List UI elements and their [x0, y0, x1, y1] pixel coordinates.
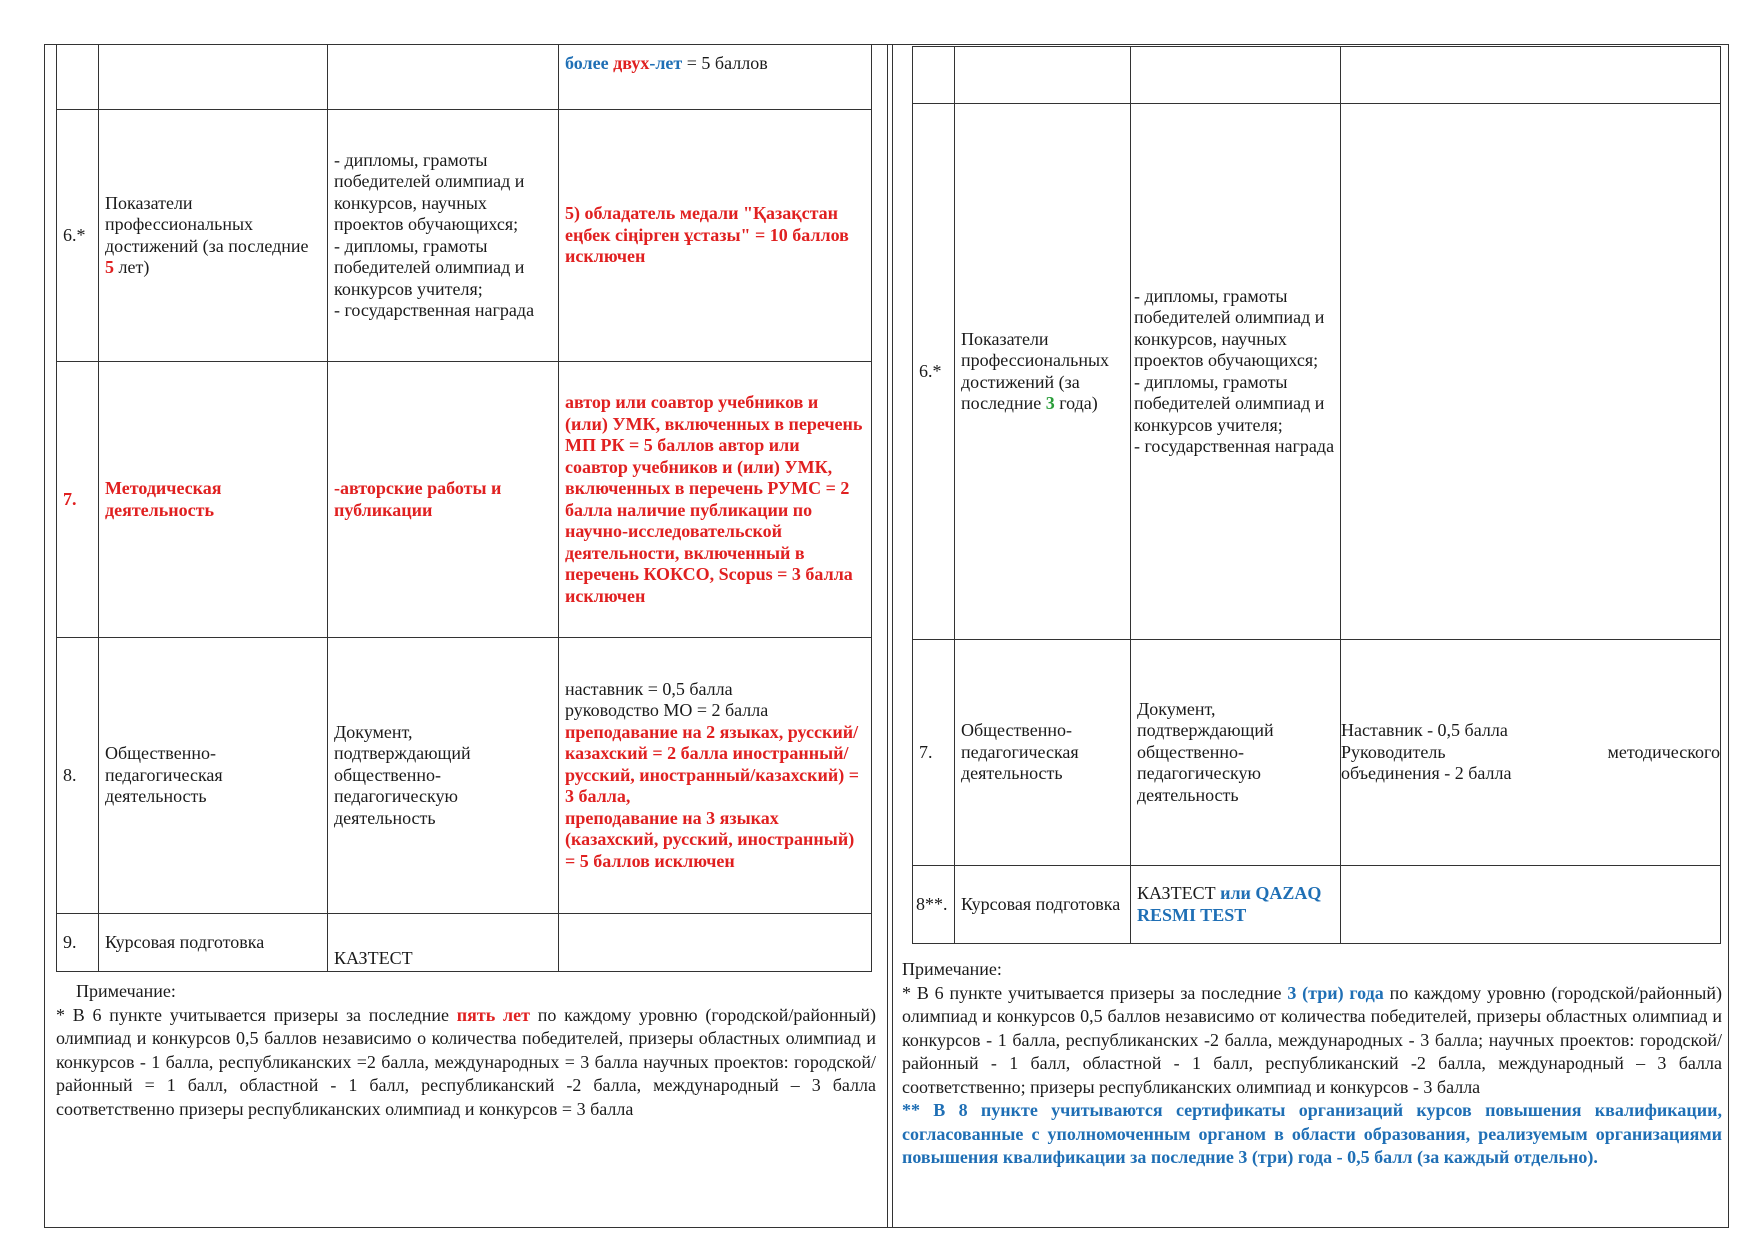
- table-row: [57, 362, 872, 638]
- notes-text: * В 6 пункте учитывается призеры за последние 3 (три) года по каждому уровню (городской/районный) олимпиад и конкурсов 0,5 баллов независимо от количества победителей, призеры областных олимпиад и конкурсов - 1 балла, республиканских -2 балла, международных - 3 балла; научных проектов: городской/районный - 1 балл, областной - 1 балл, республиканский -2 балла, международный – 3 балла соответственно; призеры республиканских олимпиад и конкурсов - 3 балла: [902, 982, 1723, 1097]
- notes-text-bold: ** В 8 пункте учитываются сертификаты организаций курсов повышения квалификации, согласованные с уполномоченным органом в области образования, реализуемым организациями повышения квалификации за последние 3 (три) года - 0,5 балл (за каждый отдельно).: [902, 1100, 1722, 1167]
- column-divider: [887, 44, 888, 1228]
- left-comparison-table: [56, 44, 872, 972]
- indicator-cell: Курсовая подготовка: [99, 914, 328, 972]
- documents-cell: Документ, подтверждающий общественно-педагогическую деятельность: [328, 638, 559, 914]
- indicator-cell: Показатели профессиональных достижений (за последние 3 года): [955, 104, 1131, 640]
- table-row: [913, 104, 1721, 640]
- scoring-cell: 5) обладатель медали "Қазақстан еңбек сіңірген ұстазы" = 10 баллов исключен: [559, 110, 872, 362]
- scoring-cell: более двух-лет = 5 баллов: [559, 45, 872, 110]
- row-number-cell: 6.*: [57, 110, 99, 362]
- documents-cell: [1131, 47, 1341, 104]
- row-number-cell: 6.*: [913, 104, 955, 640]
- indicator-cell: [955, 47, 1131, 104]
- indicator-cell: Общественно-педагогическая деятельность: [99, 638, 328, 914]
- column-divider-inner: [892, 44, 893, 1228]
- scoring-cell: [1341, 866, 1721, 944]
- documents-cell: - дипломы, грамоты победителей олимпиад и конкурсов, научных проектов обучающихся; - дипломы, грамоты победителей олимпиад и конкурсов учителя; - государственная награда: [1131, 104, 1341, 640]
- documents-cell: КАЗТЕСТ или QAZAQ RESMI TEST: [1131, 866, 1341, 944]
- right-comparison-table: [912, 46, 1721, 944]
- right-notes: [902, 958, 1722, 1170]
- scoring-cell: Наставник - 0,5 балла Руководитель методического объединения - 2 балла: [1341, 640, 1721, 866]
- table-row: [57, 110, 872, 362]
- row-number-cell: [57, 45, 99, 110]
- notes-heading: Примечание:: [76, 981, 176, 1001]
- scoring-cell: [559, 914, 872, 972]
- indicator-cell: Курсовая подготовка: [955, 866, 1131, 944]
- scoring-cell: наставник = 0,5 балла руководство МО = 2 балла преподавание на 2 языках, русский/казахский = 2 балла иностранный/русский, иностранный/казахский) = 3 балла, преподавание на 3 языках (казахский, русский, иностранный) = 5 баллов исключен: [559, 638, 872, 914]
- indicator-cell: Методическая деятельность: [99, 362, 328, 638]
- scoring-cell: [1341, 47, 1721, 104]
- table-row: [913, 640, 1721, 866]
- documents-cell: -авторские работы и публикации: [328, 362, 559, 638]
- documents-cell: КАЗТЕСТ: [328, 914, 559, 972]
- row-number-cell: 9.: [57, 914, 99, 972]
- row-number-cell: 7.: [913, 640, 955, 866]
- documents-cell: [328, 45, 559, 110]
- indicator-cell: Общественно-педагогическая деятельность: [955, 640, 1131, 866]
- row-number-cell: 7.: [57, 362, 99, 638]
- table-row: [57, 45, 872, 110]
- row-number-cell: 8**.: [913, 866, 955, 944]
- notes-text: * В 6 пункте учитывается призеры за последние пять лет по каждому уровню (городской/районный) олимпиад и конкурсов 0,5 баллов независимо о количества победителей, призеры областных олимпиад и конкурсов - 1 балла, республиканских =2 балла, международных = 3 балла научных проектов: городской/районный = 1 балл, областной - 1 балл, республиканский -2 балла, международный – 3 балла соответственно призеры республиканских олимпиад и конкурсов = 3 балла: [56, 1004, 876, 1119]
- table-row: [913, 47, 1721, 104]
- notes-heading: Примечание:: [902, 959, 1002, 979]
- table-row: [57, 638, 872, 914]
- left-notes: [56, 980, 876, 1121]
- scoring-cell: автор или соавтор учебников и (или) УМК, включенных в перечень МП РК = 5 баллов автор или соавтор учебников и (или) УМК, включенных в перечень РУМС = 2 балла наличие публикации по научно-исследовательской деятельности, включенный в перечень КОКСО, Scopus = 3 балла исключен: [559, 362, 872, 638]
- table-row: [913, 866, 1721, 944]
- scoring-cell: [1341, 104, 1721, 640]
- indicator-cell: Показатели профессиональных достижений (за последние 5 лет): [99, 110, 328, 362]
- table-row: [57, 914, 872, 972]
- documents-cell: Документ, подтверждающий общественно-педагогическую деятельность: [1131, 640, 1341, 866]
- indicator-cell: [99, 45, 328, 110]
- documents-cell: - дипломы, грамоты победителей олимпиад и конкурсов, научных проектов обучающихся; - дипломы, грамоты победителей олимпиад и конкурсов учителя; - государственная награда: [328, 110, 559, 362]
- row-number-cell: 8.: [57, 638, 99, 914]
- row-number-cell: [913, 47, 955, 104]
